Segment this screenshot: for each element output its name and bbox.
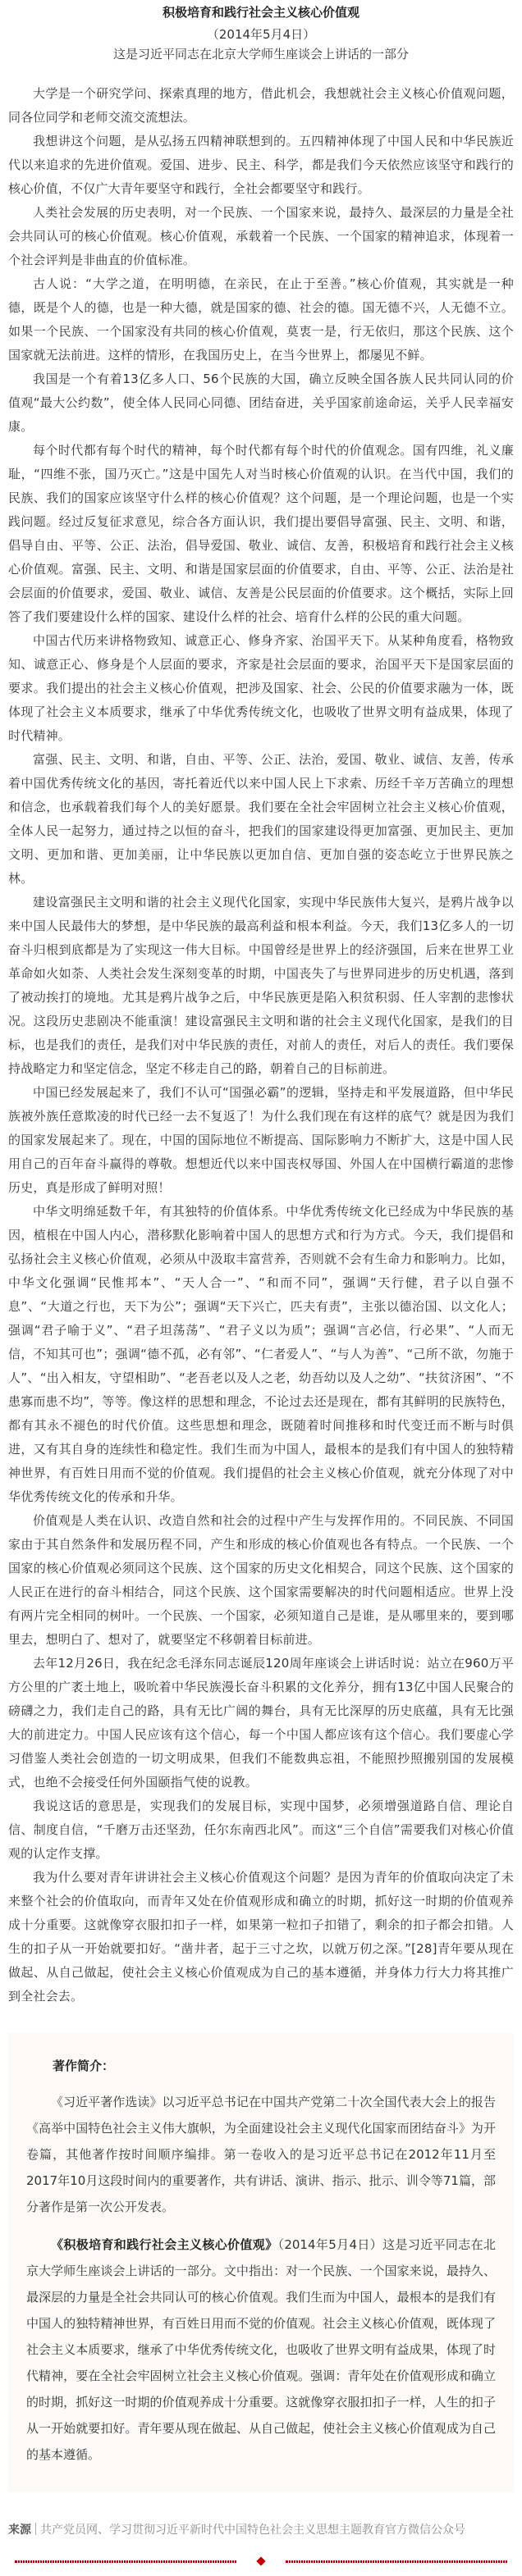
decorative-divider xyxy=(15,2553,507,2569)
paragraph: 我想讲这个问题，是从弘扬五四精神联想到的。五四精神体现了中国人民和中华民族近代以来追求的先进价值观。爱国、进步、民主、科学，都是我们今天依然应该坚守和践行的核心价值，不仅广大青年要坚守和践行，全社会都要坚守和践行。 xyxy=(8,134,514,196)
paragraph: 中华文明绵延数千年，有其独特的价值体系。中华优秀传统文化已经成为中华民族的基因，植根在中国人内心，潜移默化影响着中国人的思想方式和行为方式。今天，我们提倡和弘扬社会主义核心价值观，必须从中汲取丰富营养，否则就不会有生命力和影响力。比如，中华文化强调“民惟邦本”、“天人合一”、“和而不同”，强调“天行健，君子以自强不息”、“大道之行也，天下为公”；强调“天下兴亡，匹夫有责”，主张以德治国、以文化人；强调“君子喻于义”、“君子坦荡荡”、“君子义以为质”；强调“言必信，行必果”、“人而无信，不知其可也”；强调“德不孤，必有邻”、“仁者爱人”、“与人为善”、“己所不欲，勿施于人”、“出入相友，守望相助”、“老吾老以及人之老，幼吾幼以及人之幼”、“扶贫济困”、“不患寡而患不均”，等等。像这样的思想和理念，不论过去还是现在，都有其鲜明的民族特色，都有其永不褪色的时代价值。这些思想和理念，既随着时间推移和时代变迁而不断与时俱进，又有其自身的连续性和稳定性。我们生而为中国人，最根本的是我们有中国人的独特精神世界，有百姓日用而不觉的价值观。我们提倡的社会主义核心价值观，就充分体现了对中华优秀传统文化的传承和升华。 xyxy=(8,1204,514,1504)
paragraph: 中国古代历来讲格物致知、诚意正心、修身齐家、治国平天下。从某种角度看，格物致知、诚意正心、修身是个人层面的要求，齐家是社会层面的要求，治国平天下是国家层面的要求。我们提出的社会主义核心价值观，把涉及国家、社会、公民的价值要求融为一体，既体现了社会主义本质要求，继承了中华优秀传统文化，也吸收了世界文明有益成果，体现了时代精神。 xyxy=(8,633,514,743)
source-line xyxy=(8,2522,514,2538)
work-title: 《积极培育和践行社会主义核心价值观》 xyxy=(51,2237,278,2252)
works-intro-paragraph: 《习近平著作选读》以习近平总书记在中国共产党第二十次全国代表大会上的报告《高举中国特色社会主义伟大旗帜，为全面建设社会主义现代化国家而团结奋斗》为开卷篇，其他著作按时间顺序编排。第一卷收入的是习近平总书记在2012年11月至2017年10月这段时间内的重要著作，共有讲话、演讲、指示、批示、训令等71篇，部分著作是第一次公开发表。 xyxy=(26,2095,496,2214)
paragraph: 我说这话的意思是，实现我们的发展目标，实现中国梦，必须增强道路自信、理论自信、制度自信，“千磨万击还坚劲，任尔东南西北风”。而这“三个自信”需要我们对核心价值观的认定作支撑。 xyxy=(8,1799,514,1861)
paragraph: 中国已经发展起来了，我们不认可“国强必霸”的逻辑，坚持走和平发展道路，但中华民族被外族任意欺凌的时代已经一去不复返了！为什么我们现在有这样的底气？就是因为我们的国家发展起来了。现在，中国的国际地位不断提高、国际影响力不断扩大，这是中国人民用自己的百年奋斗赢得的尊敬。想想近代以来中国丧权辱国、外国人在中国横行霸道的悲惨历史，真是形成了鲜明对照！ xyxy=(8,1085,514,1195)
works-intro-box xyxy=(8,2033,514,2492)
paragraph: 去年12月26日，我在纪念毛泽东同志诞辰120周年座谈会上讲话时说：站立在960万平方公里的广袤土地上，吸吮着中华民族漫长奋斗积累的文化养分，拥有13亿中国人民聚合的磅礴之力，我们走自己的路，具有无比广阔的舞台，具有无比深厚的历史底蕴，具有无比强大的前进定力。中国人民应该有这个信心，每一个中国人都应该有这个信心。我们要虚心学习借鉴人类社会创造的一切文明成果，但我们不能数典忘祖，不能照抄照搬别国的发展模式，也绝不会接受任何外国颐指气使的说教。 xyxy=(8,1656,514,1790)
paragraph: 我国是一个有着13亿多人口、56个民族的大国，确立反映全国各族人民共同认同的价值观“最大公约数”，使全体人民同心同德、团结奋进，关乎国家前途命运，关乎人民幸福安康。 xyxy=(8,372,514,434)
diamond-icon xyxy=(256,2556,265,2565)
source-label: 来源 xyxy=(8,2524,31,2537)
paragraph: 价值观是人类在认识、改造自然和社会的过程中产生与发挥作用的。不同民族、不同国家由于其自然条件和发展历程不同，产生和形成的核心价值观也各有特点。一个民族、一个国家的核心价值观必须同这个民族、这个国家的历史文化相契合，同这个民族、这个国家的人民正在进行的奋斗相结合，同这个民族、这个国家需要解决的时代问题相适应。世界上没有两片完全相同的树叶。一个民族、一个国家，必须知道自己是谁，是从哪里来的，要到哪里去，想明白了、想对了，就要坚定不移朝着目标前进。 xyxy=(8,1513,514,1647)
source-separator xyxy=(35,2523,36,2535)
paragraph: 建设富强民主文明和谐的社会主义现代化国家，实现中华民族伟大复兴，是鸦片战争以来中国人民最伟大的梦想，是中华民族的最高利益和根本利益。今天，我们13亿多人的一切奋斗归根到底都是为了实现这一伟大目标。中国曾经是世界上的经济强国，后来在世界工业革命如火如荼、人类社会发生深刻变革的时期，中国丧失了与世界同进步的历史机遇，落到了被动挨打的境地。尤其是鸦片战争之后，中华民族更是陷入积贫积弱、任人宰割的悲惨状况。这段历史悲剧决不能重演！建设富强民主文明和谐的社会主义现代化国家，是我们的目标，也是我们的责任，是我们对中华民族的责任，对前人的责任，对后人的责任。我们要保持战略定力和坚定信念，坚定不移走自己的路，朝着自己的目标前进。 xyxy=(8,895,514,1076)
article-date: （2014年5月4日） xyxy=(206,27,316,42)
work-summary: （2014年5月4日）这是习近平同志在北京大学师生座谈会上讲话的一部分。文中指出：对一个民族、一个国家来说，最持久、最深层的力量是全社会共同认可的核心价值观。我们生而为中国人，最根本的是我们有中国人的独特精神世界，有百姓日用而不觉的价值观。社会主义核心价值观，既体现了社会主义本质要求，继承了中华优秀传统文化，也吸收了世界文明有益成果，体现了时代精神，要在全社会牢固树立社会主义核心价值观。强调：青年处在价值观形成和确立的时期，抓好这一时期的价值观养成十分重要。这就像穿衣服扣扣子一样，人生的扣子从一开始就要扣好。青年要从现在做起、从自己做起，使社会主义核心价值观成为自己的基本遵循。 xyxy=(26,2237,496,2462)
paragraph: 每个时代都有每个时代的精神，每个时代都有每个时代的价值观念。国有四维，礼义廉耻，“四维不张，国乃灭亡。”这是中国先人对当时核心价值观的认识。在当代中国，我们的民族、我们的国家应该坚守什么样的核心价值观？这个问题，是一个理论问题，也是一个实践问题。经过反复征求意见，综合各方面认识，我们提出要倡导富强、民主、文明、和谐，倡导自由、平等、公正、法治，倡导爱国、敬业、诚信、友善，积极培育和践行社会主义核心价值观。富强、民主、文明、和谐是国家层面的价值要求，自由、平等、公正、法治是社会层面的价值要求，爱国、敬业、诚信、友善是公民层面的价值要求。这个概括，实际上回答了我们要建设什么样的国家、建设什么样的社会、培育什么样的公民的重大问题。 xyxy=(8,443,514,624)
paragraph: 我为什么要对青年讲讲社会主义核心价值观这个问题？是因为青年的价值取向决定了未来整个社会的价值取向，而青年又处在价值观形成和确立的时期，抓好这一时期的价值观养成十分重要。这就像穿衣服扣扣子一样，如果第一粒扣子扣错了，剩余的扣子都会扣错。人生的扣子从一开始就要扣好。“凿井者，起于三寸之坎，以就万仞之深。”[28]青年要从现在做起、从自己做起，使社会主义核心价值观成为自己的基本遵循，并身体力行大力将其推广到全社会去。 xyxy=(8,1870,514,2004)
paragraph: 富强、民主、文明、和谐，自由、平等、公正、法治，爱国、敬业、诚信、友善，传承着中国优秀传统文化的基因，寄托着近代以来中国人民上下求索、历经千辛万苦确立的理想和信念，也承载着我们每个人的美好愿景。我们要在全社会牢固树立社会主义核心价值观，全体人民一起努力，通过持之以恒的奋斗，把我们的国家建设得更加富强、更加民主、更加文明、更加和谐、更加美丽，让中华民族以更加自信、更加自强的姿态屹立于世界民族之林。 xyxy=(8,752,514,886)
paragraph: 古人说：“大学之道，在明明德，在亲民，在止于至善。”核心价值观，其实就是一种德，既是个人的德，也是一种大德，就是国家的德、社会的德。国无德不兴，人无德不立。如果一个民族、一个国家没有共同的核心价值观，莫衷一是，行无依归，那这个民族、这个国家就无法前进。这样的情形，在我国历史上，在当今世界上，都屡见不鲜。 xyxy=(8,276,514,362)
source-text: 共产党员网、学习贯彻习近平新时代中国特色社会主义思想主题教育官方微信公众号 xyxy=(40,2524,465,2537)
article-subtitle: 这是习近平同志在北京大学师生座谈会上讲话的一部分 xyxy=(112,47,409,62)
works-intro-heading: 著作简介： xyxy=(53,2059,115,2073)
paragraph: 人类社会发展的历史表明，对一个民族、一个国家来说，最持久、最深层的力量是全社会共同认可的核心价值观。核心价值观，承载着一个民族、一个国家的精神追求，体现着一个社会评判是非曲直的价值标准。 xyxy=(8,205,514,267)
article-title: 积极培育和践行社会主义核心价值观 xyxy=(162,5,359,20)
works-intro-paragraph xyxy=(26,2232,496,2468)
divider-line-right xyxy=(286,2560,507,2563)
paragraph: 大学是一个研究学问、探索真理的地方，借此机会，我想就社会主义核心价值观问题，同各位同学和老师交流交流想法。 xyxy=(8,86,514,125)
divider-line-left xyxy=(15,2560,236,2563)
article-body xyxy=(8,82,514,2008)
